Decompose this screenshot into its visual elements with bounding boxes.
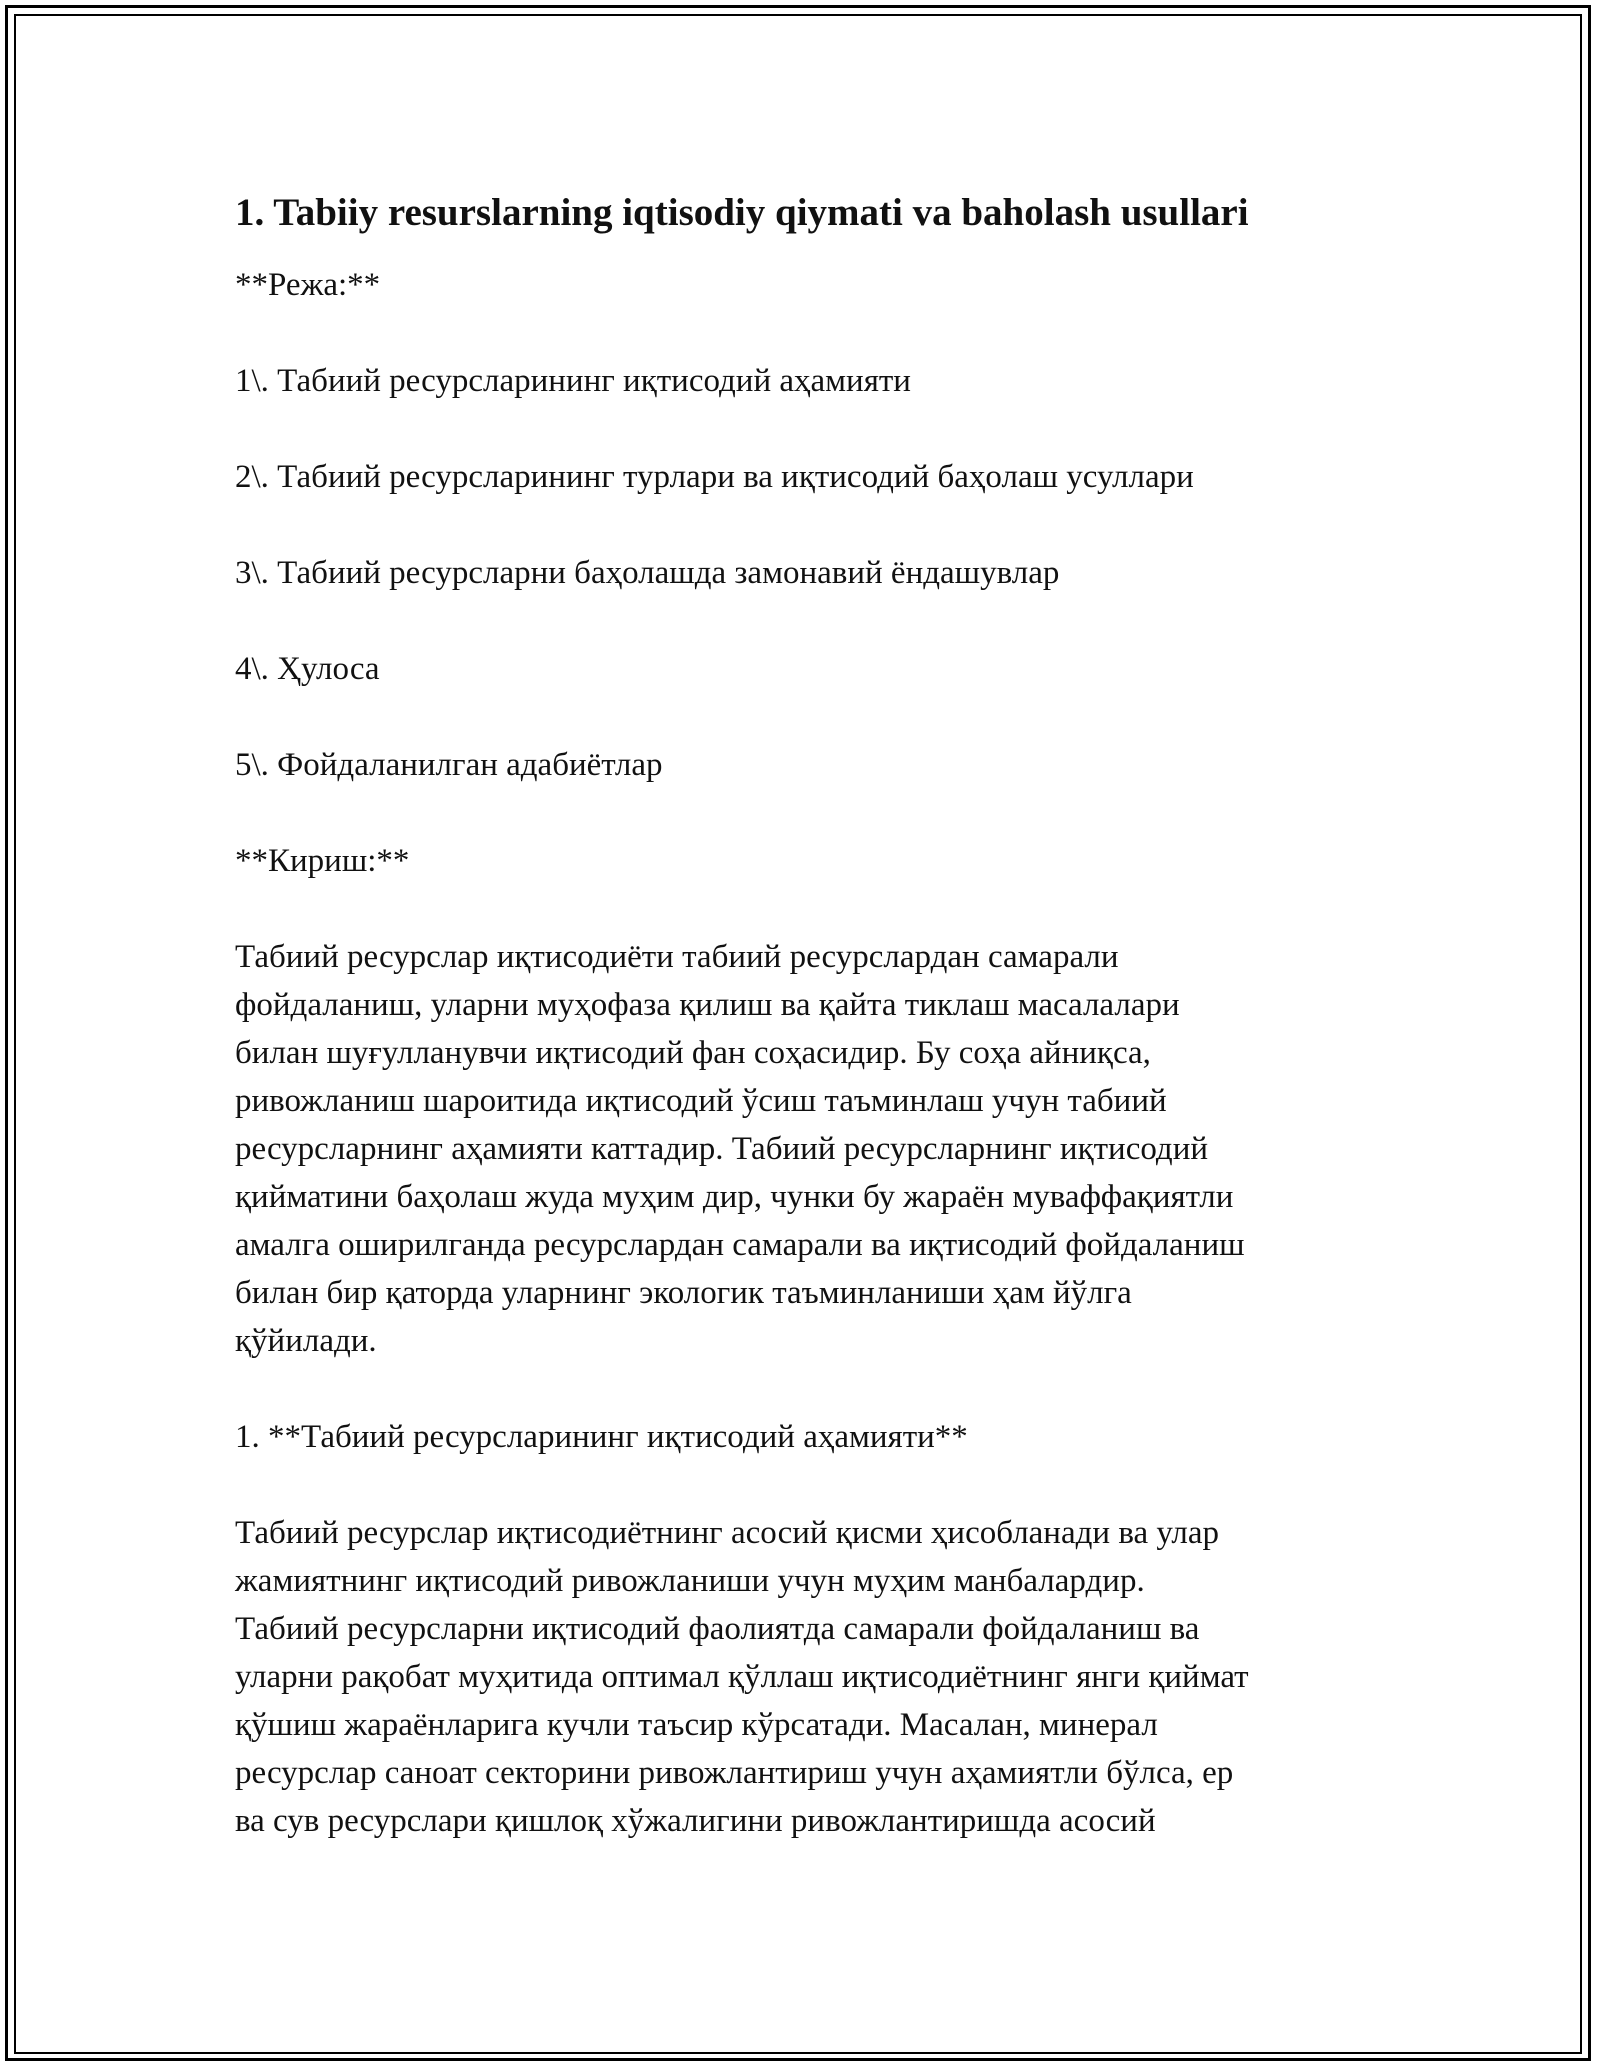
intro-line: амалга оширилганда ресурслардан самарали ва иқтисодий фойдаланиш <box>235 1227 1245 1263</box>
plan-heading: **Режа:** <box>235 267 381 303</box>
plan-item-4: 4\. Ҳулоса <box>235 651 380 687</box>
intro-paragraph <box>235 933 1375 1365</box>
plan-item-3: 3\. Табиий ресурсларни баҳолашда замонавий ёндашувлар <box>235 555 1060 591</box>
intro-line: Табиий ресурслар иқтисодиёти табиий ресурслардан самарали <box>235 939 1119 975</box>
intro-line: ривожланиш шароитида иқтисодий ўсиш таъминлаш учун табиий <box>235 1083 1167 1119</box>
intro-line: билан бир қаторда уларнинг экологик таъминланиши ҳам йўлга <box>235 1275 1132 1311</box>
section-1-heading: 1. **Табиий ресурсларининг иқтисодий аҳамияти** <box>235 1419 968 1455</box>
section-1-line: ва сув ресурслари қишлоқ хўжалигини ривожлантиришда асосий <box>235 1803 1156 1839</box>
section-1-line: уларни рақобат муҳитида оптимал қўллаш иқтисодиётнинг янги қиймат <box>235 1659 1249 1695</box>
document-body <box>235 185 1375 1845</box>
section-1-paragraph <box>235 1509 1375 1845</box>
plan-item-2: 2\. Табиий ресурсларининг турлари ва иқтисодий баҳолаш усуллари <box>235 459 1194 495</box>
intro-line: фойдаланиш, уларни муҳофаза қилиш ва қайта тиклаш масалалари <box>235 987 1180 1023</box>
plan-item-1: 1\. Табиий ресурсларининг иқтисодий аҳамияти <box>235 363 911 399</box>
document-title: 1. Tabiiy resurslarning iqtisodiy qiymati va baholash usullari <box>235 191 1249 234</box>
intro-heading: **Кириш:** <box>235 843 410 879</box>
section-1-line: қўшиш жараёнларига кучли таъсир кўрсатади. Масалан, минерал <box>235 1707 1158 1743</box>
section-1-line: ресурслар саноат секторини ривожлантириш учун аҳамиятли бўлса, ер <box>235 1755 1234 1791</box>
intro-line: қийматини баҳолаш жуда муҳим дир, чунки бу жараён муваффақиятли <box>235 1179 1234 1215</box>
section-1-line: Табиий ресурсларни иқтисодий фаолиятда самарали фойдаланиш ва <box>235 1611 1200 1647</box>
intro-line: билан шуғулланувчи иқтисодий фан соҳасидир. Бу соҳа айниқса, <box>235 1035 1151 1071</box>
intro-line: ресурсларнинг аҳамияти каттадир. Табиий ресурсларнинг иқтисодий <box>235 1131 1209 1167</box>
intro-line: қўйилади. <box>235 1323 377 1359</box>
plan-item-5: 5\. Фойдаланилган адабиётлар <box>235 747 663 783</box>
section-1-line: жамиятнинг иқтисодий ривожланиши учун муҳим манбалардир. <box>235 1563 1145 1599</box>
section-1-line: Табиий ресурслар иқтисодиётнинг асосий қисми ҳисобланади ва улар <box>235 1515 1220 1551</box>
